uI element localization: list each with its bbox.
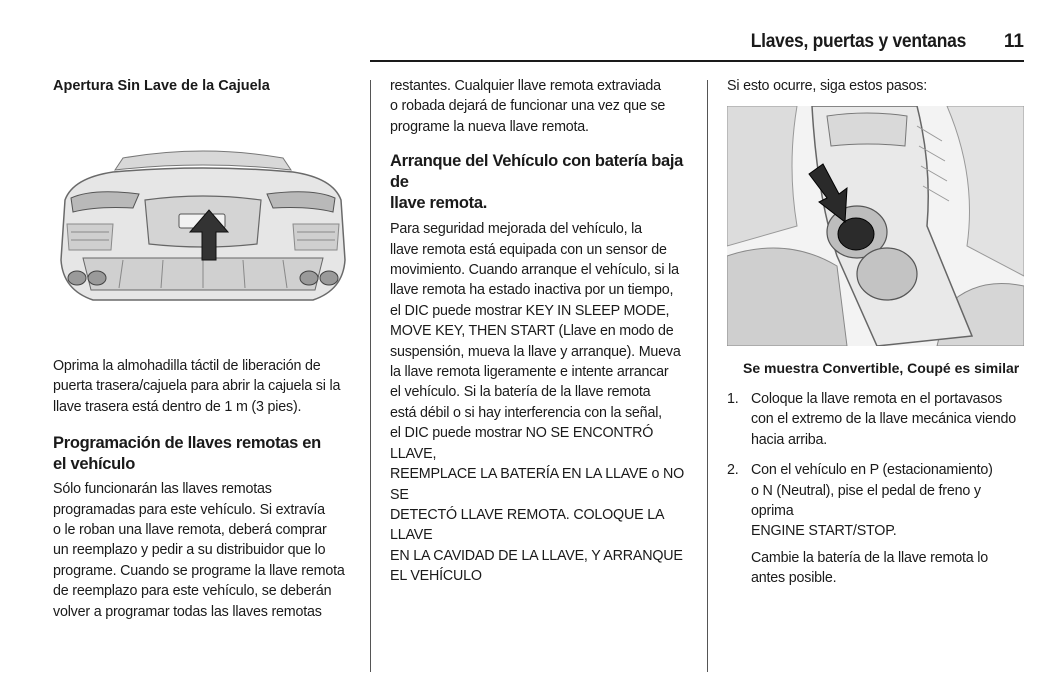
para-lost-key-line-1: restantes. Cualquier llave remota extraviada [390,78,661,94]
step-1-line-1: Coloque la llave remota en el portavasos [751,391,1003,407]
para-lost-key-line-3: programe la nueva llave remota. [390,118,589,135]
para-low-battery-line-15: EL VEHÍCULO [390,568,482,585]
note-line-2: antes posible. [751,570,837,587]
heading-low-battery-line-2: llave remota. [390,194,487,213]
para-trunk-release-line-1: Oprima la almohadilla táctil de liberación de [53,358,321,374]
step-2-line-2: o N (Neutral), pise el pedal de freno y oprima [751,482,981,520]
para-low-battery-line-5: el DIC puede mostrar KEY IN SLEEP MODE, [390,302,670,319]
para-lost-key-line-2: o robada dejará de funcionar una vez que se [390,98,666,115]
column-1 [53,76,358,96]
step-1 [727,389,1027,450]
para-low-battery-line-1: Para seguridad mejorada del vehículo, la [390,221,642,238]
heading-programming-line-1: Programación de llaves remotas en [53,434,321,453]
para-trunk-release-line-2: puerta trasera/cajuela para abrir la cajuela si la [53,378,341,395]
para-low-battery-line-3: movimiento. Cuando arranque el vehículo, si la [390,262,679,279]
para-steps-intro: Si esto ocurre, siga estos pasos: [727,78,928,94]
step-1-line-2: con el extremo de la llave mecánica viendo [751,411,1016,428]
para-low-battery-line-4: llave remota ha estado inactiva por un tiempo, [390,282,674,299]
para-programming-line-6: de reemplazo para este vehículo, se deberán [53,583,332,600]
para-low-battery-line-14: EN LA CAVIDAD DE LA LLAVE, Y ARRANQUE [390,547,683,564]
console-cupholder-icon [727,106,1024,346]
step-2-line-3: ENGINE START/STOP. [751,523,897,540]
column-3 [727,76,1027,96]
car-rear-illustration [53,140,353,312]
step-1-number: 1. [727,391,739,407]
car-rear-icon [53,140,353,312]
step-2-line-1: Con el vehículo en P (estacionamiento) [751,462,993,479]
para-low-battery-line-11: el DIC puede mostrar NO SE ENCONTRÓ LLAVE, [390,425,654,462]
column-1-body [53,356,358,622]
para-trunk-release-line-3: llave trasera está dentro de 1 m (3 pies). [53,398,302,415]
column-divider-1 [370,80,371,672]
para-low-battery-line-8: la llave remota ligeramente e intente arrancar [390,364,669,381]
note-line-1: Cambie la batería de la llave remota lo [751,549,988,566]
column-2 [390,76,700,587]
heading-low-battery-line-1: Arranque del Vehículo con batería baja de [390,152,684,192]
para-low-battery-line-10: está débil o si hay interferencia con la señal, [390,404,662,421]
para-programming-line-7: volver a programar todas las llaves remotas [53,603,322,620]
page-header [0,0,1054,62]
para-programming-line-5: programe. Cuando se programe la llave remota [53,562,345,579]
para-low-battery-line-6: MOVE KEY, THEN START (Llave en modo de [390,323,674,340]
para-low-battery-line-2: llave remota está equipada con un sensor de [390,241,667,258]
para-programming-line-3: o le roban una llave remota, deberá comprar [53,522,327,539]
step-1-line-3: hacia arriba. [751,431,828,448]
para-programming-line-4: un reemplazo y pedir a su distribuidor que lo [53,542,326,559]
para-programming-line-2: programadas para este vehículo. Si extravía [53,501,325,518]
column-divider-2 [707,80,708,672]
column-3-body [727,358,1027,589]
section-title: Llaves, puertas y ventanas [750,31,966,52]
steps-list [727,389,1027,589]
para-low-battery-line-13: DETECTÓ LLAVE REMOTA. COLOQUE LA LLAVE [390,506,664,544]
para-low-battery-line-12: REEMPLACE LA BATERÍA EN LA LLAVE o NO SE [390,466,685,503]
step-2-number: 2. [727,462,739,479]
heading-keyless-trunk: Apertura Sin Lave de la Cajuela [53,78,270,94]
para-programming-line-1: Sólo funcionarán las llaves remotas [53,481,272,498]
step-2 [727,460,1027,588]
page-number: 11 [1003,31,1024,52]
figure-caption: Se muestra Convertible, Coupé es similar [743,360,1020,376]
para-low-battery-line-9: el vehículo. Si la batería de la llave remota [390,384,651,401]
para-low-battery-line-7: suspensión, mueva la llave y arranque). Mueva [390,343,681,360]
console-cupholder-illustration [727,106,1024,346]
heading-programming-line-2: el vehículo [53,455,135,474]
header-rule [370,60,1024,62]
